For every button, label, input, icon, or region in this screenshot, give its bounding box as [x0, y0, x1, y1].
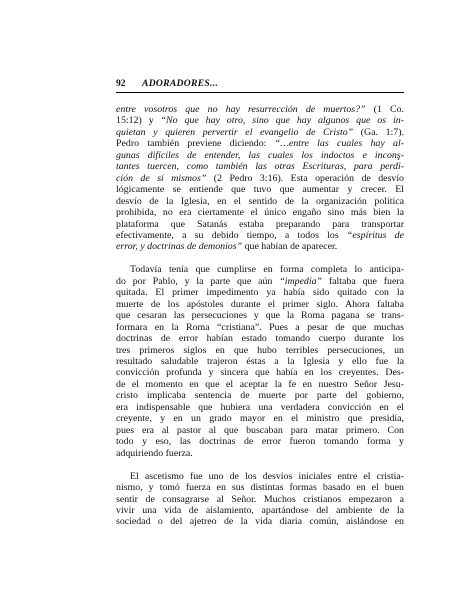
text-run: creyente, y en un grado mayor en el ministro que presidía, — [116, 413, 404, 425]
text-line — [116, 173, 404, 184]
text-run: 15:12) y — [116, 115, 161, 127]
text-line — [116, 402, 404, 413]
text-line — [116, 436, 404, 447]
text-run: do por Pablo, y la parte que aún — [116, 275, 280, 287]
text-line — [116, 310, 404, 321]
text-line — [116, 505, 404, 516]
text-line — [116, 230, 404, 241]
page-number: 92 — [116, 78, 126, 89]
text-line — [116, 207, 404, 218]
text-run: efectivamente, a su debido tiempo, a todos los — [116, 229, 347, 241]
text-run: prohibida, no era ciertamente el único engaño sino más bien la — [116, 207, 404, 219]
text-line — [116, 494, 404, 505]
text-run: muerte de los apóstoles durante el primer siglo. Ahora faltaba — [116, 298, 404, 310]
text-run: vivir una vida de aislamiento, apartándose del ambiente de la — [116, 504, 404, 516]
text-run: (2 Pedro 3:16). Esta operación de desvío — [206, 172, 404, 184]
italic-text-run: entre vosotros que no hay resurrección de muertos?” — [116, 104, 366, 115]
text-line — [116, 299, 404, 310]
text-run: de el momento en que el aceptar la fe en nuestro Señor Jesu- — [116, 378, 404, 390]
text-line — [116, 287, 404, 298]
italic-text-run: ción de sí mismos” — [116, 172, 207, 184]
text-run: era indispensable que hubiera una verdadera convicción en el — [116, 401, 404, 413]
text-run: (1 Co. — [365, 104, 404, 115]
text-run: plataforma que Satanás estaba preparando para transportar — [116, 218, 404, 230]
italic-text-run: error, y doctrinas de demonios” — [116, 241, 243, 253]
text-line — [116, 333, 404, 344]
text-run: formara en la Roma “cristiana”. Pues a pesar de que muchas — [116, 321, 404, 333]
text-line — [116, 276, 404, 287]
text-run: que habían de aparecer. — [242, 241, 338, 253]
text-run: desvío de la Iglesia, en el sentido de la organización política — [116, 195, 404, 207]
text-line — [116, 241, 404, 252]
running-header — [116, 78, 404, 93]
italic-text-run: “impedía” — [279, 275, 323, 287]
text-line — [116, 219, 404, 230]
paragraph-1 — [116, 104, 404, 253]
text-line — [116, 379, 404, 390]
italic-text-run: quietan y quieren pervertir el evangelio de Cristo” — [116, 126, 354, 138]
text-line — [116, 138, 404, 149]
text-line — [116, 322, 404, 333]
text-line — [116, 367, 404, 378]
book-page — [116, 78, 404, 528]
text-run: El ascetismo fue uno de los desvíos iniciales entre el cristia- — [130, 470, 404, 482]
text-line — [116, 127, 404, 138]
text-run: quitada. El primer impedimento ya había sido quitado con la — [116, 287, 404, 299]
text-line — [116, 356, 404, 367]
text-line — [116, 390, 404, 401]
text-run: tres primeros siglos en que hubo terribles persecuciones, un — [116, 344, 404, 356]
text-line — [116, 516, 404, 527]
text-run: doctrinas de error habían estado tomando cuerpo durante los — [116, 333, 404, 345]
text-line — [116, 184, 404, 195]
text-line — [116, 150, 404, 161]
text-line — [116, 345, 404, 356]
text-line — [116, 482, 404, 493]
paragraph-2 — [116, 264, 404, 459]
text-run: cristo implicaba sentencia de muerte por parte del gobierno, — [116, 390, 404, 402]
running-title: ADORADORES... — [142, 78, 219, 89]
text-run: que cesaran las persecuciones y que la Roma pagana se trans- — [116, 310, 404, 322]
text-run: sentir de consagrarse al Señor. Muchos cristianos empezaron a — [116, 493, 404, 505]
text-run: pues era al pastor al que buscaban para matar primero. Con — [116, 424, 404, 436]
text-line — [116, 196, 404, 207]
text-run: faltaba que fuera — [322, 275, 404, 287]
text-line — [116, 471, 404, 482]
text-run: convicción profunda y sincera que había en los creyentes. Des- — [116, 367, 404, 379]
body-text — [116, 104, 404, 528]
text-line — [116, 425, 404, 436]
text-run: resultado saludable trajeron éstas a la Iglesia y ello fue la — [116, 356, 404, 368]
text-line — [116, 115, 404, 126]
text-run: (Ga. 1:7). — [353, 126, 404, 138]
italic-text-run: “espíritus de — [346, 229, 404, 241]
text-run: adquiriendo fuerza. — [116, 447, 193, 459]
text-run: Todavía tenía que cumplirse en forma completa lo anticipa- — [130, 264, 404, 276]
paragraph-3 — [116, 471, 404, 528]
text-run: sociedad o del ajetreo de la vida diaria común, aislándose en — [116, 516, 404, 528]
text-line — [116, 413, 404, 424]
italic-text-run: “…entre las cuales hay al- — [274, 138, 404, 150]
text-run: lógicamente se entiende que tuvo que aumentar y crecer. El — [116, 184, 404, 196]
italic-text-run: tantes tuercen, como también las otras Escrituras, para perdi- — [116, 161, 404, 173]
text-run: Pedro también previene diciendo: — [116, 138, 275, 150]
italic-text-run: gunas difíciles de entender, las cuales los indoctos e inconş- — [116, 149, 404, 161]
text-run: nismo, y tomó fuerza en sus distintas formas basado en el buen — [116, 482, 404, 494]
italic-text-run: “No que hay otro, sino que hay algunos que os in- — [160, 115, 404, 127]
text-run: todo y eso, las doctrinas de error fueron tomando forma y — [116, 436, 404, 448]
text-line — [116, 104, 404, 115]
text-line — [116, 264, 404, 275]
text-line — [116, 161, 404, 172]
text-line — [116, 448, 404, 459]
